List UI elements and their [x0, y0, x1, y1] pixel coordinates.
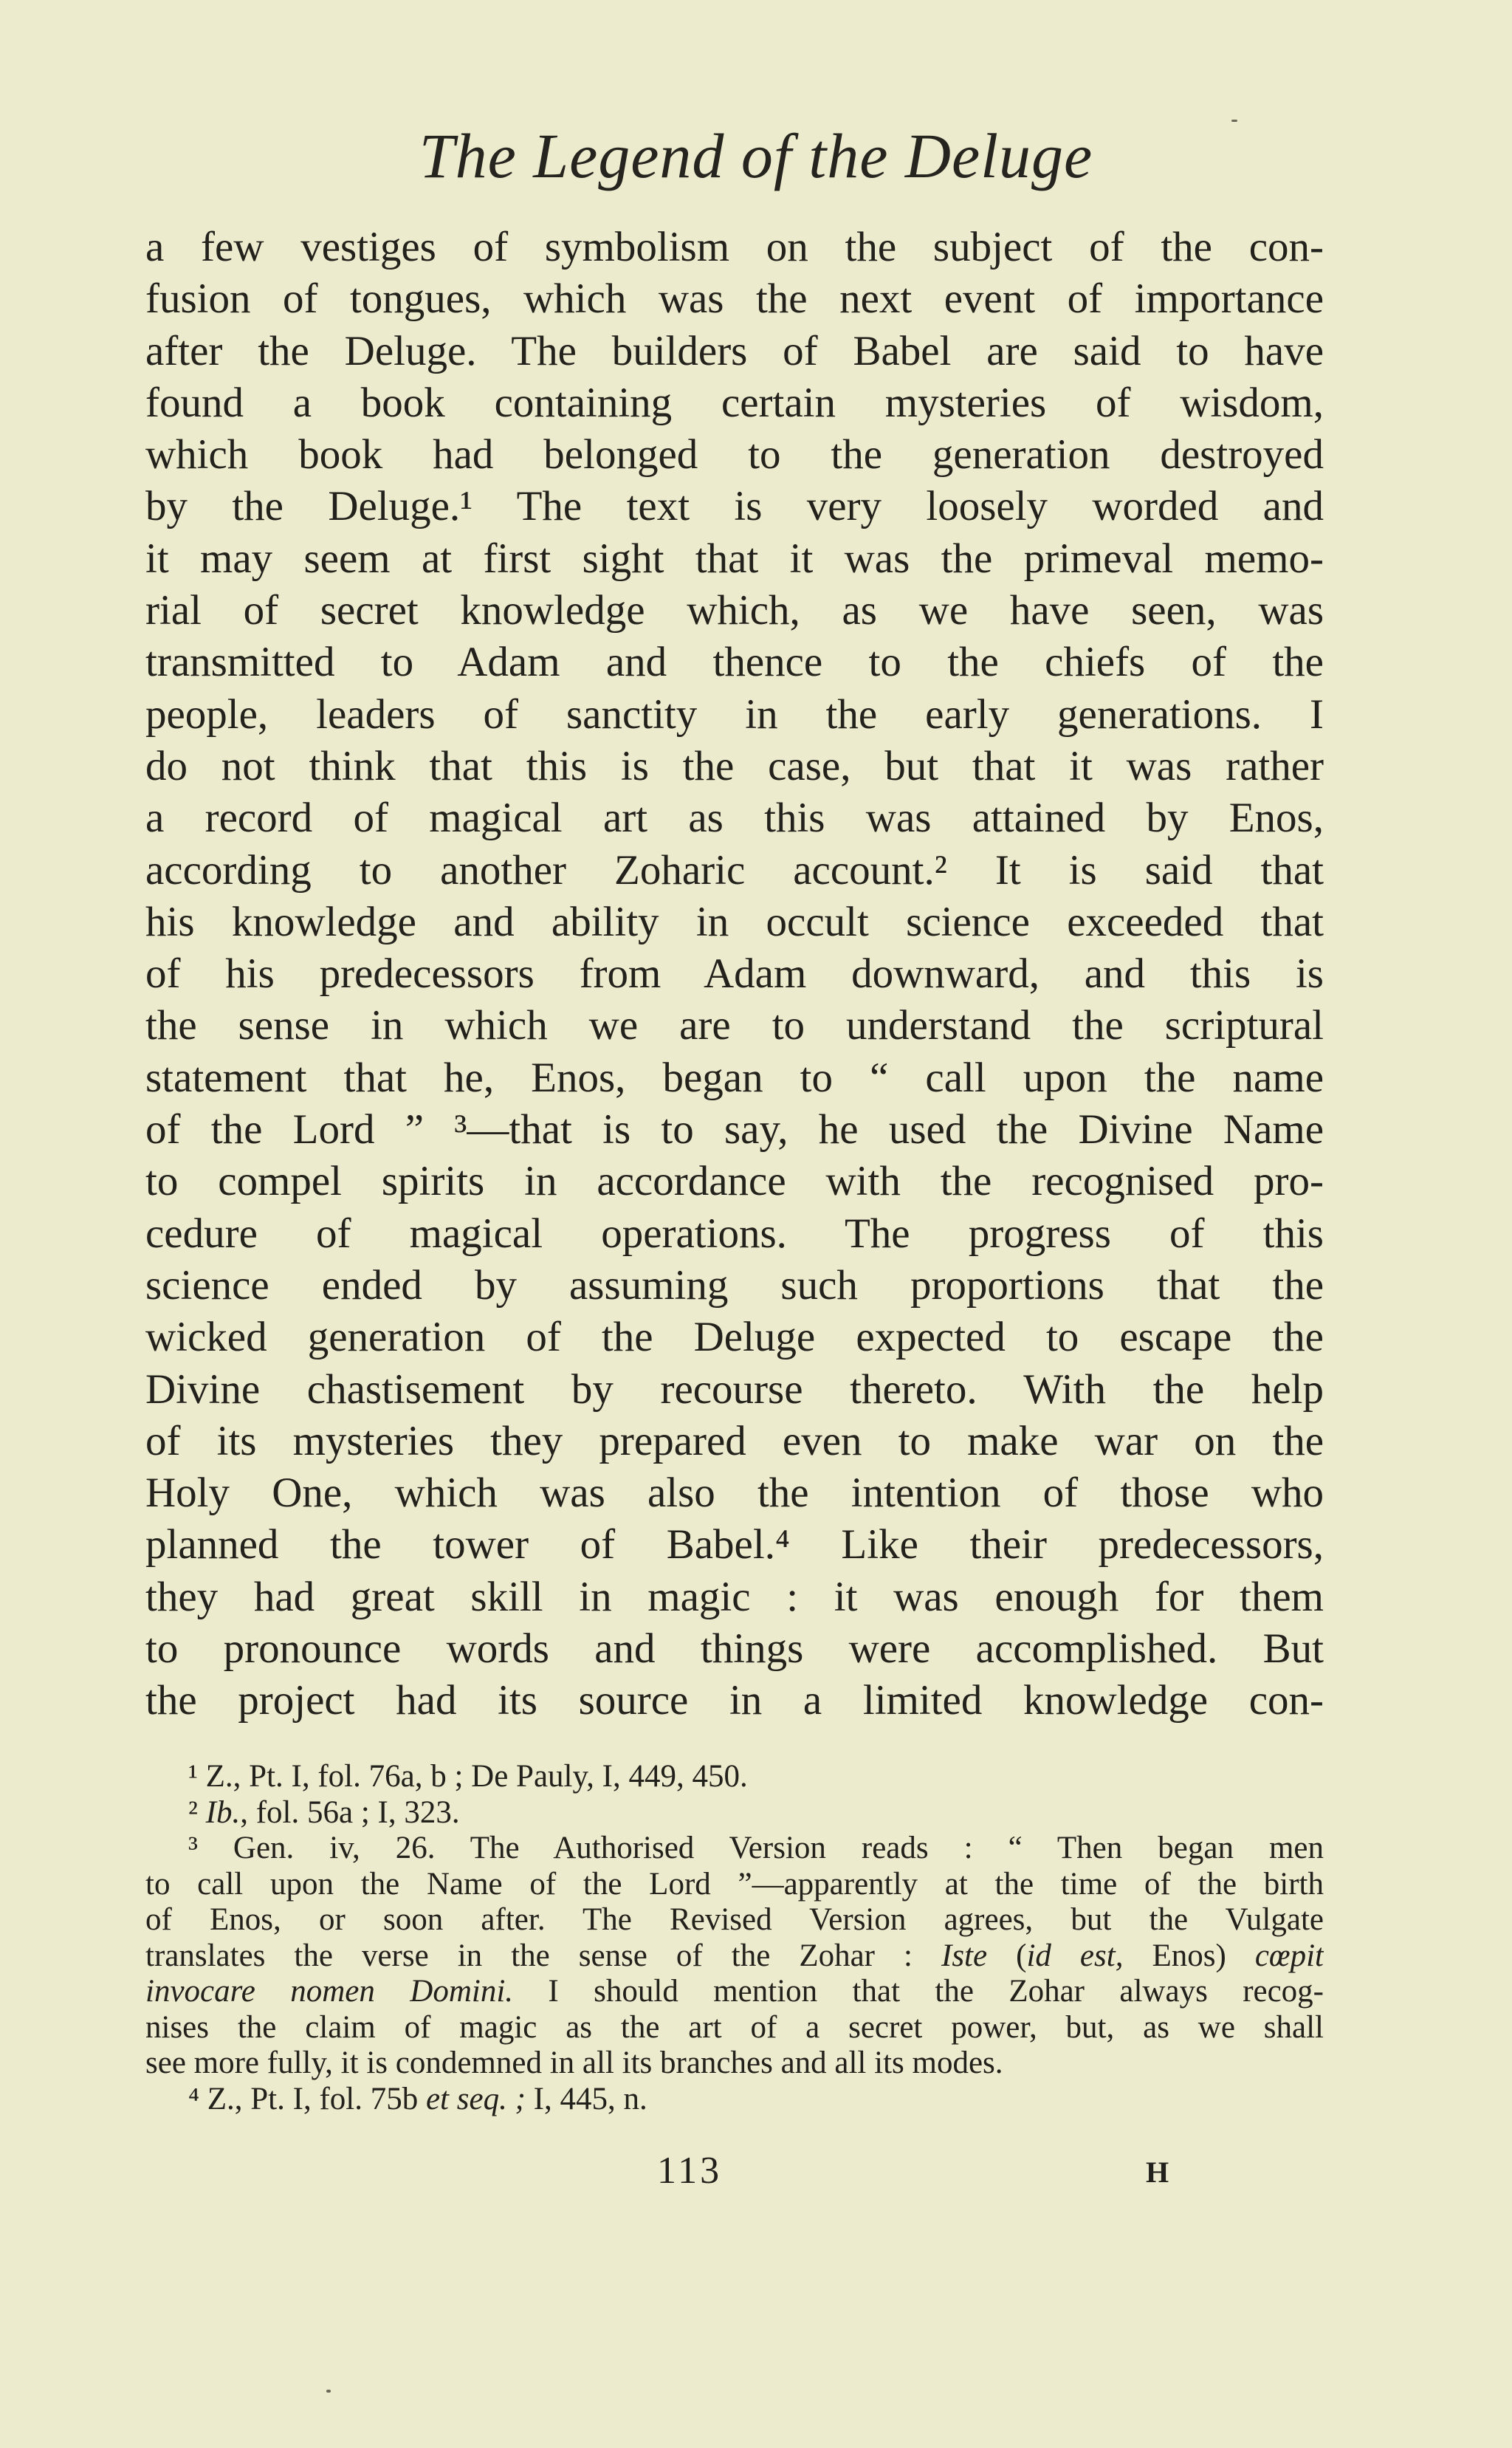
body-line: a few vestiges of symbolism on the subject of the con- [145, 224, 1324, 270]
signature-mark: H [1146, 2156, 1169, 2189]
body-line: of its mysteries they prepared even to make war on the [145, 1417, 1324, 1464]
body-line: of his predecessors from Adam downward, and this is [145, 950, 1324, 998]
body-line: Divine chastisement by recourse thereto. With the help [145, 1365, 1324, 1413]
body-line: transmitted to Adam and thence to the chiefs of the [145, 639, 1324, 686]
page-number: 113 [657, 2150, 723, 2192]
footnote-3-line: to call upon the Name of the Lord ”—apparently at the time of the birth [145, 1866, 1324, 1902]
body-line: to pronounce words and things were accomplished. But [145, 1625, 1324, 1673]
footnote-3-line: invocare nomen Domini. I should mention that the Zohar always recog- [145, 1974, 1324, 2009]
footnote-3-line: of Enos, or soon after. The Revised Version agrees, but the Vulgate [145, 1902, 1324, 1937]
body-line: the project had its source in a limited knowledge con- [145, 1677, 1324, 1724]
body-line: fusion of tongues, which was the next event of importance [145, 275, 1324, 323]
body-line: which book had belonged to the generation destroyed [145, 431, 1324, 479]
body-line: found a book containing certain mysteries of wisdom, [145, 379, 1324, 426]
body-line: Holy One, which was also the intention of those who [145, 1470, 1324, 1517]
body-line: a record of magical art as this was attained by Enos, [145, 795, 1324, 842]
body-line: people, leaders of sanctity in the early generations. I [145, 690, 1324, 738]
body-text [145, 222, 1324, 1727]
body-line: do not think that this is the case, but that it was rather [145, 742, 1324, 789]
body-line: after the Deluge. The builders of Babel are said to have [145, 327, 1324, 374]
body-line: it may seem at first sight that it was the primeval memo- [145, 535, 1324, 582]
footnote-2-ibid: Ib. [205, 1794, 241, 1830]
body-line: of the Lord ” ³—that is to say, he used the Divine Name [145, 1106, 1324, 1153]
footnote-2: ² Ib., fol. 56a ; I, 323. [188, 1794, 460, 1830]
footnote-1: ¹ Z., Pt. I, fol. 76a, b ; De Pauly, I, 449, 450. [188, 1759, 748, 1794]
body-line: planned the tower of Babel.⁴ Like their predecessors, [145, 1521, 1324, 1568]
body-line: rial of secret knowledge which, as we have seen, was [145, 587, 1324, 634]
body-line: according to another Zoharic account.² It is said that [145, 846, 1324, 894]
footnote-3-line: see more fully, it is condemned in all its branches and all its modes. [145, 2046, 1003, 2080]
body-line: the sense in which we are to understand the scriptural [145, 1002, 1324, 1049]
footnote-3-line: ³ Gen. iv, 26. The Authorised Version reads : “ Then began men [188, 1831, 1324, 1865]
footnote-3-line: translates the verse in the sense of the Zohar : Iste (id est, Enos) cœpit [145, 1938, 1324, 1973]
footnotes [145, 1759, 1324, 2117]
footnote-4: ⁴ Z., Pt. I, fol. 75b et seq. ; I, 445, n. [188, 2081, 647, 2116]
body-line: to compel spirits in accordance with the recognised pro- [145, 1158, 1324, 1205]
body-line: his knowledge and ability in occult science exceeded that [145, 898, 1324, 945]
footnote-3-line: nises the claim of magic as the art of a secret power, but, as we shall [145, 2009, 1324, 2045]
body-line: wicked generation of the Deluge expected to escape the [145, 1314, 1324, 1361]
body-line: science ended by assuming such proportions that the [145, 1261, 1324, 1309]
body-line: cedure of magical operations. The progress of this [145, 1210, 1324, 1257]
body-line: by the Deluge.¹ The text is very loosely worded and [145, 483, 1324, 530]
paper-speck [1231, 120, 1237, 122]
paper-speck [326, 2390, 331, 2393]
running-head: The Legend of the Deluge [419, 120, 1093, 191]
body-line: statement that he, Enos, began to “ call upon the name [145, 1054, 1324, 1101]
body-line: they had great skill in magic : it was enough for them [145, 1573, 1324, 1620]
